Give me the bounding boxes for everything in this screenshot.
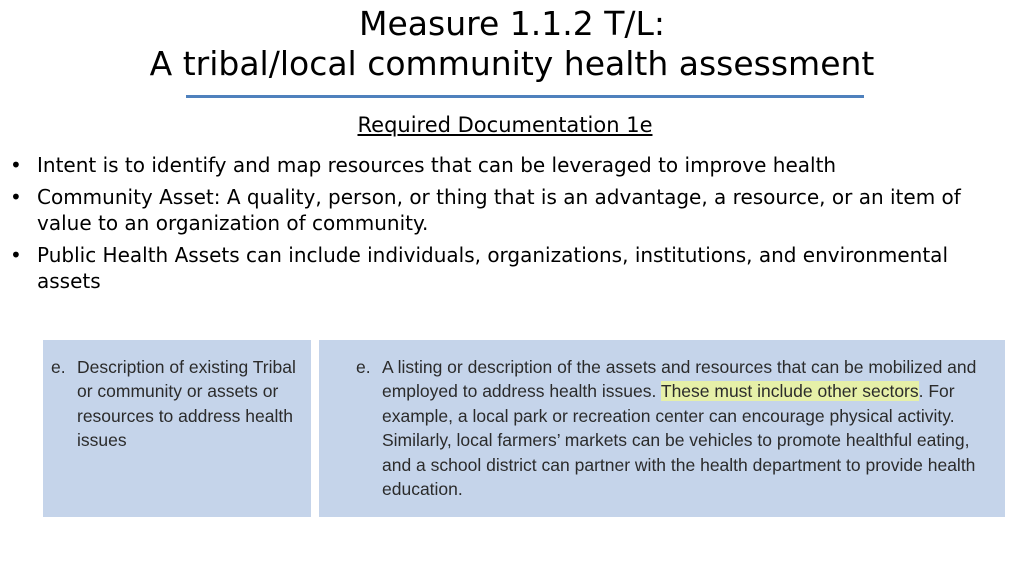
guidance-letter: e. xyxy=(356,357,371,377)
requirement-text: Description of existing Tribal or community or assets or resources to address health issues xyxy=(77,357,296,451)
title-underline xyxy=(186,95,864,98)
title-line-2: A tribal/local community health assessment xyxy=(149,44,875,83)
bullet-text: Intent is to identify and map resources that can be leveraged to improve health xyxy=(37,153,837,177)
guidance-text xyxy=(382,355,996,501)
guidance-text-start: A listing or description of the assets and resources that can be mobilized and employed to address health issues. xyxy=(382,357,977,402)
subtitle: Required Documentation 1e xyxy=(357,113,653,137)
guidance-panel xyxy=(319,340,1005,517)
bullet-text: Public Health Assets can include individuals, organizations, institutions, and environmental assets xyxy=(37,243,948,293)
requirement-content xyxy=(51,355,306,453)
guidance-content xyxy=(356,355,996,501)
bullet-dot-icon: • xyxy=(10,185,22,209)
bullet-dot-icon: • xyxy=(10,243,22,267)
bullet-list xyxy=(8,152,1008,300)
bullet-dot-icon: • xyxy=(10,153,22,177)
guidance-text-end: . For example, a local park or recreation center can encourage physical activity. Similarly, local farmers’ markets can be vehicles to promote healthful eating, and a school district can partner with the health department to provide health education. xyxy=(382,381,976,500)
highlighted-text: These must include other sectors xyxy=(660,381,919,402)
bullet-text: Community Asset: A quality, person, or thing that is an advantage, a resource, or an item of value to an organization of community. xyxy=(37,185,961,235)
bullet-item xyxy=(8,152,1008,178)
requirement-panel xyxy=(43,340,311,517)
title-line-1: Measure 1.1.2 T/L: xyxy=(359,4,665,43)
requirement-letter: e. xyxy=(51,357,66,377)
bullet-item xyxy=(8,242,1008,294)
slide-title xyxy=(0,4,1024,84)
bullet-item xyxy=(8,184,1008,236)
